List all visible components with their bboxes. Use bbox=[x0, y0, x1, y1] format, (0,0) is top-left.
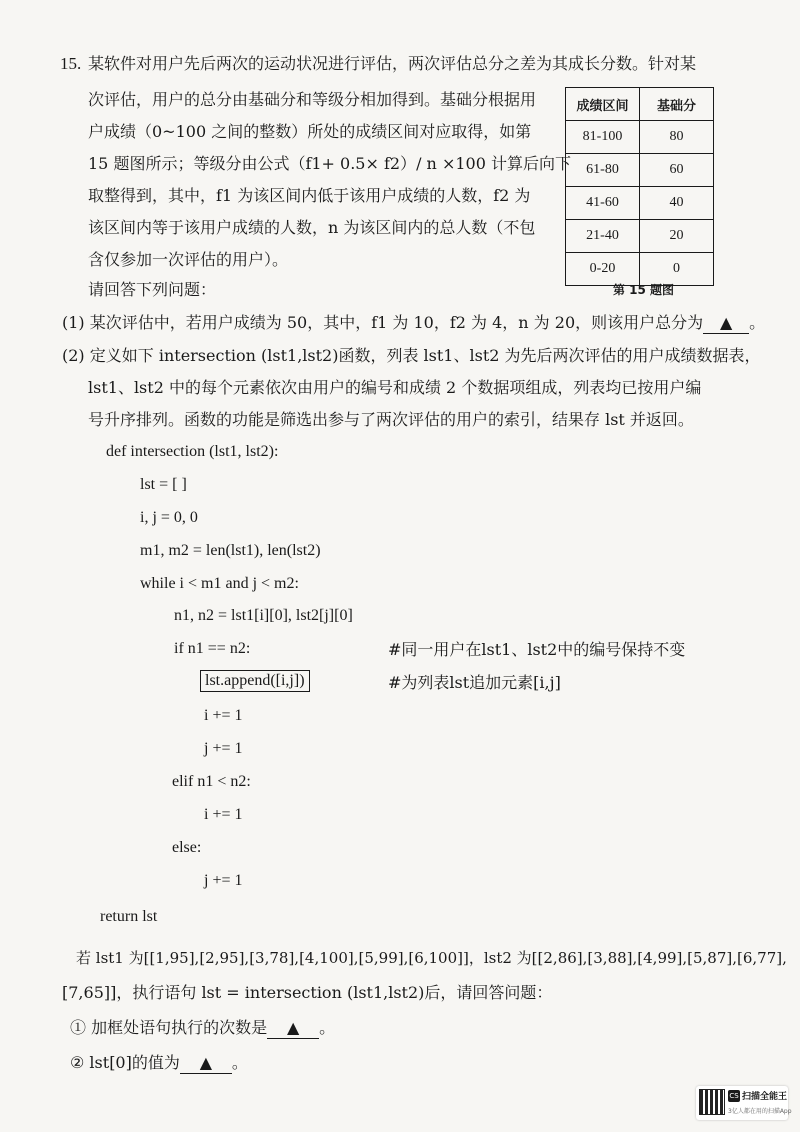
intro-line: 取整得到，其中，f1 为该区间内低于该用户成绩的人数，f2 为 bbox=[88, 186, 531, 205]
range-cell: 0-20 bbox=[566, 253, 640, 286]
table-row bbox=[566, 220, 714, 253]
sub1-text: ① 加框处语句执行的次数是 bbox=[70, 1018, 268, 1037]
sub2-text: ② lst[0]的值为 bbox=[70, 1053, 180, 1072]
sub-question-2 bbox=[70, 1053, 248, 1074]
code-line: j += 1 bbox=[204, 872, 243, 889]
range-cell: 21-40 bbox=[566, 220, 640, 253]
prompt: 请回答下列问题： bbox=[88, 280, 217, 299]
data-line: [7,65]]，执行语句 lst = intersection (lst1,lst2)后，请回答问题： bbox=[62, 983, 553, 1002]
qr-code-icon bbox=[700, 1090, 724, 1114]
code-def: def intersection (lst1, lst2): bbox=[106, 443, 279, 460]
table-row bbox=[566, 187, 714, 220]
boxed-statement: lst.append([i,j]) bbox=[200, 670, 310, 692]
code-line: elif n1 < n2: bbox=[172, 773, 251, 790]
intro-line: 次评估，用户的总分由基础分和等级分相加得到。基础分根据用 bbox=[88, 90, 537, 109]
score-table-header bbox=[566, 88, 714, 121]
intro-line: 15 题图所示；等级分由公式（f1+ 0.5× f2）/ n ×100 计算后向下 bbox=[88, 154, 571, 173]
cs-logo-icon: CS bbox=[729, 1092, 739, 1100]
intro-line: 含仅参加一次评估的用户）。 bbox=[88, 250, 289, 269]
answer-blank[interactable]: ▲ bbox=[180, 1053, 232, 1074]
header-range: 成绩区间 bbox=[566, 88, 640, 121]
sub-question-1 bbox=[70, 1018, 335, 1039]
code-line: i += 1 bbox=[204, 806, 243, 823]
part2-line: 号升序排列。函数的功能是筛选出参与了两次评估的用户的索引，结果存 lst 并返回。 bbox=[88, 410, 694, 429]
intro-line: 某软件对用户先后两次的运动状况进行评估，两次评估总分之差为其成长分数。针对某 bbox=[88, 54, 697, 73]
answer-blank[interactable]: ▲ bbox=[703, 313, 749, 334]
score-table-wrapper bbox=[565, 87, 714, 286]
code-line: j += 1 bbox=[204, 740, 243, 757]
base-cell: 40 bbox=[640, 187, 714, 220]
table-row bbox=[566, 154, 714, 187]
answer-blank[interactable]: ▲ bbox=[267, 1018, 319, 1039]
part1-end: 。 bbox=[749, 313, 766, 332]
base-cell: 80 bbox=[640, 121, 714, 154]
base-cell: 60 bbox=[640, 154, 714, 187]
range-cell: 81-100 bbox=[566, 121, 640, 154]
base-cell: 0 bbox=[640, 253, 714, 286]
watermark-name: 扫描全能王 bbox=[742, 1092, 788, 1102]
sub1-end: 。 bbox=[319, 1018, 336, 1037]
range-cell: 41-60 bbox=[566, 187, 640, 220]
table-caption: 第 15 题图 bbox=[613, 283, 675, 297]
intro-line: 该区间内等于该用户成绩的人数，n 为该区间内的总人数（不包 bbox=[88, 218, 536, 237]
part2-line: lst1、lst2 中的每个元素依次由用户的编号和成绩 2 个数据项组成，列表均已按用户编 bbox=[88, 378, 702, 397]
code-line: while i < m1 and j < m2: bbox=[140, 575, 299, 592]
part1-text: (1) 某次评估中，若用户成绩为 50，其中，f1 为 10，f2 为 4，n 为 20，则该用户总分为 bbox=[62, 313, 704, 332]
question-number: 15. bbox=[60, 54, 82, 73]
intro-line: 户成绩（0~100 之间的整数）所处的成绩区间对应取得，如第 bbox=[88, 122, 532, 141]
header-base: 基础分 bbox=[640, 88, 714, 121]
code-line: n1, n2 = lst1[i][0], lst2[j][0] bbox=[174, 607, 353, 624]
code-line: i, j = 0, 0 bbox=[140, 509, 198, 526]
sub2-end: 。 bbox=[231, 1053, 248, 1072]
code-line: i += 1 bbox=[204, 707, 243, 724]
base-cell: 20 bbox=[640, 220, 714, 253]
watermark-sub: 3亿人都在用的扫描App bbox=[728, 1108, 792, 1115]
code-line: if n1 == n2: bbox=[174, 640, 251, 657]
range-cell: 61-80 bbox=[566, 154, 640, 187]
part2-line: (2) 定义如下 intersection (lst1,lst2)函数，列表 lst1、lst2 为先后两次评估的用户成绩数据表， bbox=[62, 346, 761, 365]
code-line: else: bbox=[172, 839, 202, 856]
scanner-watermark bbox=[696, 1086, 792, 1120]
score-table bbox=[565, 87, 714, 286]
code-comment: #为列表lst追加元素[i,j] bbox=[388, 673, 561, 692]
code-line: return lst bbox=[100, 908, 158, 925]
table-row bbox=[566, 121, 714, 154]
code-comment: #同一用户在lst1、lst2中的编号保持不变 bbox=[388, 640, 686, 659]
part1 bbox=[62, 313, 765, 334]
data-line: 若 lst1 为[[1,95],[2,95],[3,78],[4,100],[5,99],[6,100]]，lst2 为[[2,86],[3,88],[4,99],[5,87],[6,77], bbox=[76, 949, 787, 967]
code-line: m1, m2 = len(lst1), len(lst2) bbox=[140, 542, 321, 559]
code-line: lst = [ ] bbox=[140, 476, 187, 493]
